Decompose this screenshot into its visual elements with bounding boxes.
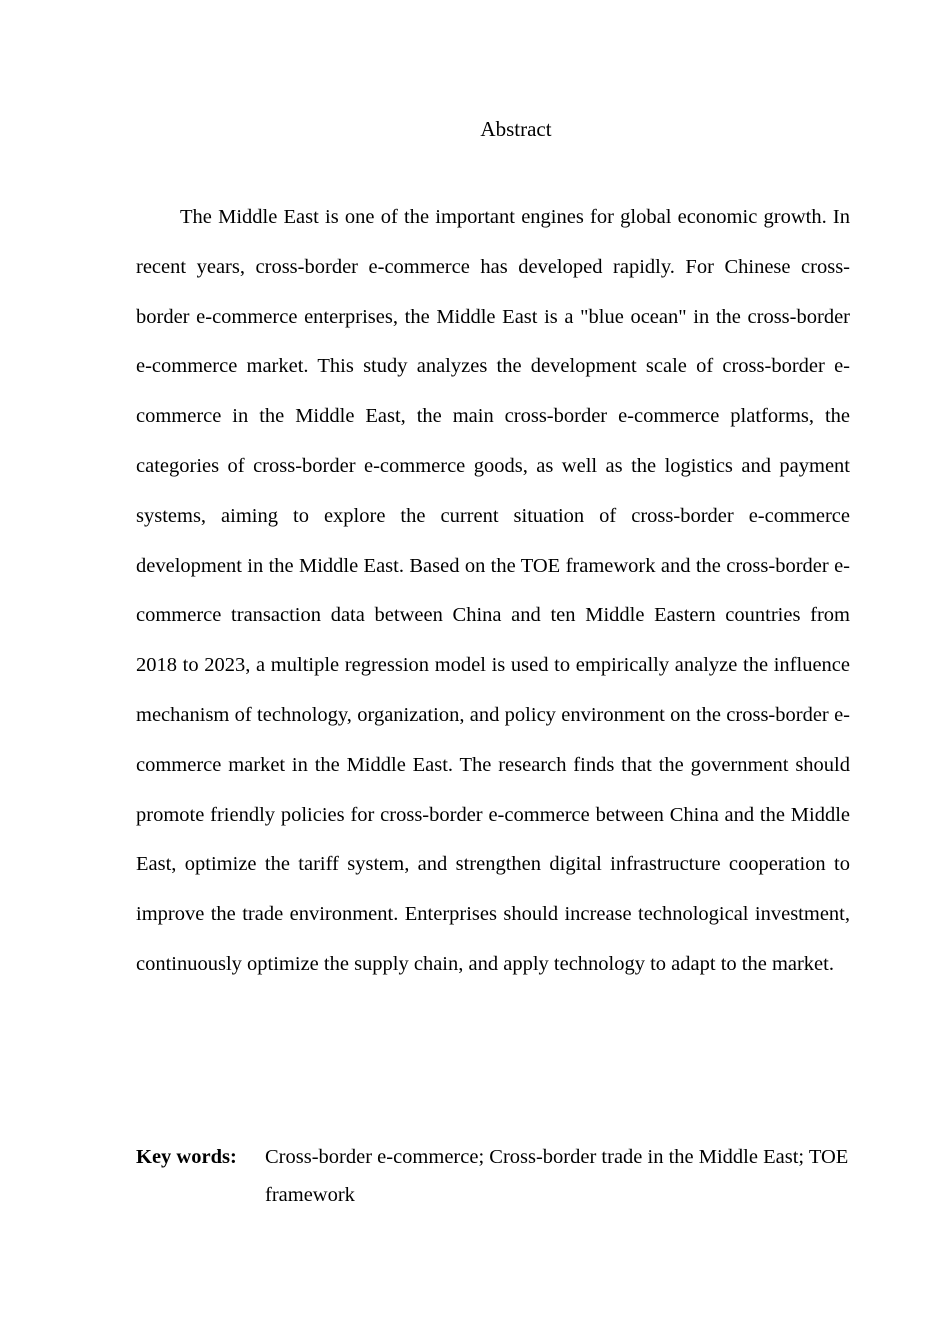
keywords-block xyxy=(136,1138,850,1214)
abstract-title: Abstract xyxy=(480,117,552,141)
abstract-body: The Middle East is one of the important engines for global economic growth. In recent years, cross-border e-commerce has developed rapidly. For Chinese cross-border e-commerce enterprises, the Middle East is a "blue ocean" in the cross-border e-commerce market. This study analyzes the development scale of cross-border e-commerce in the Middle East, the main cross-border e-commerce platforms, the categories of cross-border e-commerce goods, as well as the logistics and payment systems, aiming to explore the current situation of cross-border e-commerce development in the Middle East. Based on the TOE framework and the cross-border e-commerce transaction data between China and ten Middle Eastern countries from 2018 to 2023, a multiple regression model is used to empirically analyze the influence mechanism of technology, organization, and policy environment on the cross-border e-commerce market in the Middle East. The research finds that the government should promote friendly policies for cross-border e-commerce between China and the Middle East, optimize the tariff system, and strengthen digital infrastructure cooperation to improve the trade environment. Enterprises should increase technological investment, continuously optimize the supply chain, and apply technology to adapt to the market. xyxy=(136,206,850,975)
keywords-text: Cross-border e-commerce; Cross-border trade in the Middle East; TOE framework xyxy=(265,1146,849,1206)
keywords-label: Key words: xyxy=(136,1146,237,1168)
